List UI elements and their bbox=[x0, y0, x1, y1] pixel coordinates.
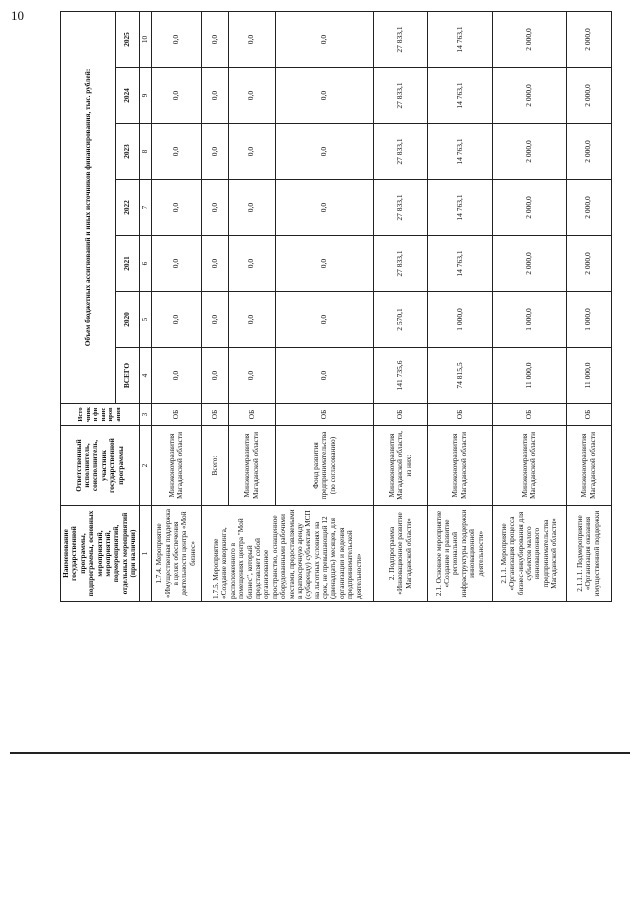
index-cell: 3 bbox=[139, 404, 151, 426]
row-value: 0,0 bbox=[151, 68, 201, 124]
row-value: 1 000,0 bbox=[492, 292, 566, 348]
table-row bbox=[427, 12, 492, 602]
row-value: 0,0 bbox=[275, 292, 374, 348]
row-value: 14 763,1 bbox=[427, 236, 492, 292]
row-name: 2.1. Основное мероприятие «Создание и развитие региональной инфраструктуры поддержки инновационной деятельности» bbox=[427, 506, 492, 602]
row-value: 0,0 bbox=[201, 68, 228, 124]
year-header: 2023 bbox=[116, 124, 139, 180]
header-responsible: Ответственный исполнитель, соисполнитель, участник государственной программы bbox=[61, 426, 140, 506]
table-row bbox=[374, 12, 428, 602]
row-value: 27 833,1 bbox=[374, 180, 428, 236]
row-value: 2 000,0 bbox=[492, 68, 566, 124]
row-value: 0,0 bbox=[151, 12, 201, 68]
row-value: 0,0 bbox=[151, 180, 201, 236]
row-responsible: Минэкономразвития Магаданской области bbox=[427, 426, 492, 506]
row-value: 0,0 bbox=[275, 12, 374, 68]
budget-table-rotated bbox=[60, 12, 607, 602]
row-value: 0,0 bbox=[151, 292, 201, 348]
bottom-rule bbox=[10, 752, 630, 754]
row-responsible: Минэкономразвития Магаданской области bbox=[151, 426, 201, 506]
row-source: ОБ bbox=[492, 404, 566, 426]
header-name: Наименование государственной программы, подпрограммы, основных мероприятий, мероприятий, подмероприятий, отдельных мероприятий (при наличии) bbox=[61, 506, 140, 602]
index-cell: 7 bbox=[139, 180, 151, 236]
row-value: 2 000,0 bbox=[492, 124, 566, 180]
row-value: 2 000,0 bbox=[566, 12, 611, 68]
page-number: 10 bbox=[11, 8, 24, 23]
row-value: 2 000,0 bbox=[566, 68, 611, 124]
row-value: 74 815,5 bbox=[427, 348, 492, 404]
row-value: 0,0 bbox=[201, 180, 228, 236]
year-header: 2020 bbox=[116, 292, 139, 348]
row-value: 0,0 bbox=[275, 348, 374, 404]
year-header: 2025 bbox=[116, 12, 139, 68]
row-value: 0,0 bbox=[275, 236, 374, 292]
row-value: 0,0 bbox=[228, 292, 275, 348]
row-name: 2.1.1. Мероприятие «Организация процесса бизнес-инкубирования для субъектов малого инновационного предпринимательства Магаданской области» bbox=[492, 506, 566, 602]
row-source: ОБ bbox=[151, 404, 201, 426]
table-row bbox=[201, 12, 228, 602]
row-value: 2 000,0 bbox=[492, 236, 566, 292]
header-source: Источники финансирования bbox=[61, 404, 140, 426]
index-cell: 9 bbox=[139, 68, 151, 124]
index-cell: 5 bbox=[139, 292, 151, 348]
row-source: ОБ bbox=[566, 404, 611, 426]
row-value: 0,0 bbox=[228, 124, 275, 180]
row-value: 27 833,1 bbox=[374, 12, 428, 68]
year-header: 2022 bbox=[116, 180, 139, 236]
row-value: 0,0 bbox=[275, 180, 374, 236]
row-value: 0,0 bbox=[151, 124, 201, 180]
table-body bbox=[151, 12, 611, 602]
row-value: 14 763,1 bbox=[427, 12, 492, 68]
row-value: 11 000,0 bbox=[492, 348, 566, 404]
row-value: 11 000,0 bbox=[566, 348, 611, 404]
row-value: 2 570,1 bbox=[374, 292, 428, 348]
row-value: 27 833,1 bbox=[374, 236, 428, 292]
row-value: 27 833,1 bbox=[374, 68, 428, 124]
row-value: 0,0 bbox=[228, 68, 275, 124]
year-header: ВСЕГО bbox=[116, 348, 139, 404]
row-value: 0,0 bbox=[201, 348, 228, 404]
row-value: 14 763,1 bbox=[427, 124, 492, 180]
row-source: ОБ bbox=[427, 404, 492, 426]
header-volume: Объем бюджетных ассигнований и иных источников финансирования, тыс. рублей: bbox=[61, 12, 116, 404]
row-value: 0,0 bbox=[201, 124, 228, 180]
row-responsible: Фонд развития предпринимательства (по согласованию) bbox=[275, 426, 374, 506]
row-source: ОБ bbox=[228, 404, 275, 426]
row-value: 0,0 bbox=[228, 236, 275, 292]
row-value: 0,0 bbox=[275, 68, 374, 124]
index-cell: 4 bbox=[139, 348, 151, 404]
row-value: 14 763,1 bbox=[427, 180, 492, 236]
index-cell: 6 bbox=[139, 236, 151, 292]
budget-table bbox=[60, 11, 612, 602]
row-value: 0,0 bbox=[228, 180, 275, 236]
row-source: ОБ bbox=[275, 404, 374, 426]
row-value: 0,0 bbox=[201, 236, 228, 292]
table-row bbox=[492, 12, 566, 602]
row-value: 0,0 bbox=[228, 12, 275, 68]
row-name: 2.1.1.1. Подмероприятие «Организация оказания имущественной поддержки bbox=[566, 506, 611, 602]
index-cell: 2 bbox=[139, 426, 151, 506]
row-value: 2 000,0 bbox=[492, 180, 566, 236]
row-responsible: Минэкономразвития Магаданской области bbox=[492, 426, 566, 506]
table-row bbox=[151, 12, 201, 602]
row-name: 1.7.5. Мероприятие «Создание коворкинга, расположенного в помещениях центра "Мой бизнес", который представляет собой организованное пространство, оснащенное оборудованными рабочими местами, предоставляемыми в краткосрочную аренду (субаренду) субъектам МСП на льготных условиях на срок, не превышающий 12 (двенадцать) месяцев, для организации и ведения предпринимательской деятельности» bbox=[201, 506, 373, 602]
row-value: 14 763,1 bbox=[427, 68, 492, 124]
row-value: 1 000,0 bbox=[566, 292, 611, 348]
index-cell: 10 bbox=[139, 12, 151, 68]
row-name: 2. Подпрограмма «Инновационное развитие Магаданской области» bbox=[374, 506, 428, 602]
row-value: 1 000,0 bbox=[427, 292, 492, 348]
row-value: 0,0 bbox=[228, 348, 275, 404]
year-header: 2024 bbox=[116, 68, 139, 124]
row-responsible: Минэкономразвития Магаданской области, из них: bbox=[374, 426, 428, 506]
year-header: 2021 bbox=[116, 236, 139, 292]
row-responsible: Минэкономразвития Магаданской области bbox=[228, 426, 275, 506]
row-responsible: Всего: bbox=[201, 426, 228, 506]
row-source: ОБ bbox=[374, 404, 428, 426]
index-cell: 1 bbox=[139, 506, 151, 602]
row-source: ОБ bbox=[201, 404, 228, 426]
row-value: 0,0 bbox=[151, 236, 201, 292]
row-value: 0,0 bbox=[201, 12, 228, 68]
row-name: 1.7.4. Мероприятие «Имущественная поддержка в целях обеспечения деятельности центра «Мой бизнес» bbox=[151, 506, 201, 602]
row-value: 0,0 bbox=[151, 348, 201, 404]
index-cell: 8 bbox=[139, 124, 151, 180]
row-value: 0,0 bbox=[275, 124, 374, 180]
row-value: 2 000,0 bbox=[566, 124, 611, 180]
table-row bbox=[566, 12, 611, 602]
row-value: 0,0 bbox=[201, 292, 228, 348]
row-value: 141 735,6 bbox=[374, 348, 428, 404]
row-value: 2 000,0 bbox=[566, 236, 611, 292]
row-responsible: Минэкономразвития Магаданской области bbox=[566, 426, 611, 506]
row-value: 2 000,0 bbox=[566, 180, 611, 236]
row-value: 27 833,1 bbox=[374, 124, 428, 180]
row-value: 2 000,0 bbox=[492, 12, 566, 68]
